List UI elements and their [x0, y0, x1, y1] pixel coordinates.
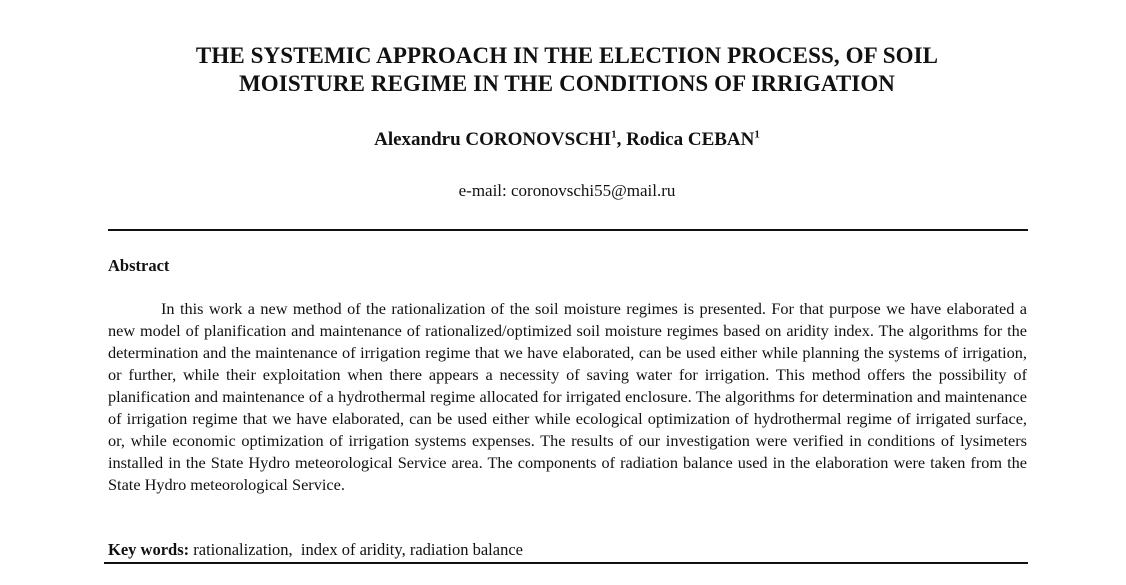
keywords-line — [108, 540, 523, 560]
author-affiliation-2: 1 — [754, 128, 760, 141]
keywords-label: Key words: — [108, 540, 190, 559]
abstract-heading: Abstract — [108, 256, 170, 275]
keywords-text: rationalization, index of aridity, radiation balance — [189, 540, 523, 559]
author-name-2: Rodica CEBAN — [626, 129, 755, 150]
abstract-body: In this work a new method of the rationalization of the soil moisture regimes is presented. For that purpose we have elaborated a new model of planification and maintenance of rationalized/optimized soil moisture regimes based on aridity index. The algorithms for the determination and the maintenance of irrigation regime that we have elaborated, can be used either while planning the systems of irrigation, or further, while their exploitation when there appears a necessity of saving water for irrigation. This method offers the possibility of planification and maintenance of a hydrothermal regime allocated for irrigated enclosure. The algorithms for determination and maintenance of irrigation regime that we have elaborated, can be used either while ecological optimization of hydrothermal regime of irrigated surface, or, while economic optimization of irrigation systems expenses. The results of our investigation were verified in conditions of lysimeters installed in the State Hydro meteorological Service area. The components of radiation balance used in the elaboration were taken from the State Hydro meteorological Service. — [108, 299, 1027, 494]
bottom-divider — [104, 562, 1028, 564]
title-line-1: THE SYSTEMIC APPROACH IN THE ELECTION PROCESS, OF SOIL — [195, 43, 939, 68]
top-divider — [108, 229, 1028, 231]
title-line-2: MOISTURE REGIME IN THE CONDITIONS OF IRRIGATION — [238, 71, 896, 96]
author-affiliation-1: 1 — [611, 128, 617, 141]
paper-title — [108, 42, 1026, 98]
author-name-1: Alexandru CORONOVSCHI — [374, 129, 612, 150]
author-separator: , — [616, 129, 627, 150]
author-list — [108, 128, 1026, 152]
author-email: e-mail: coronovschi55@mail.ru — [458, 181, 676, 200]
